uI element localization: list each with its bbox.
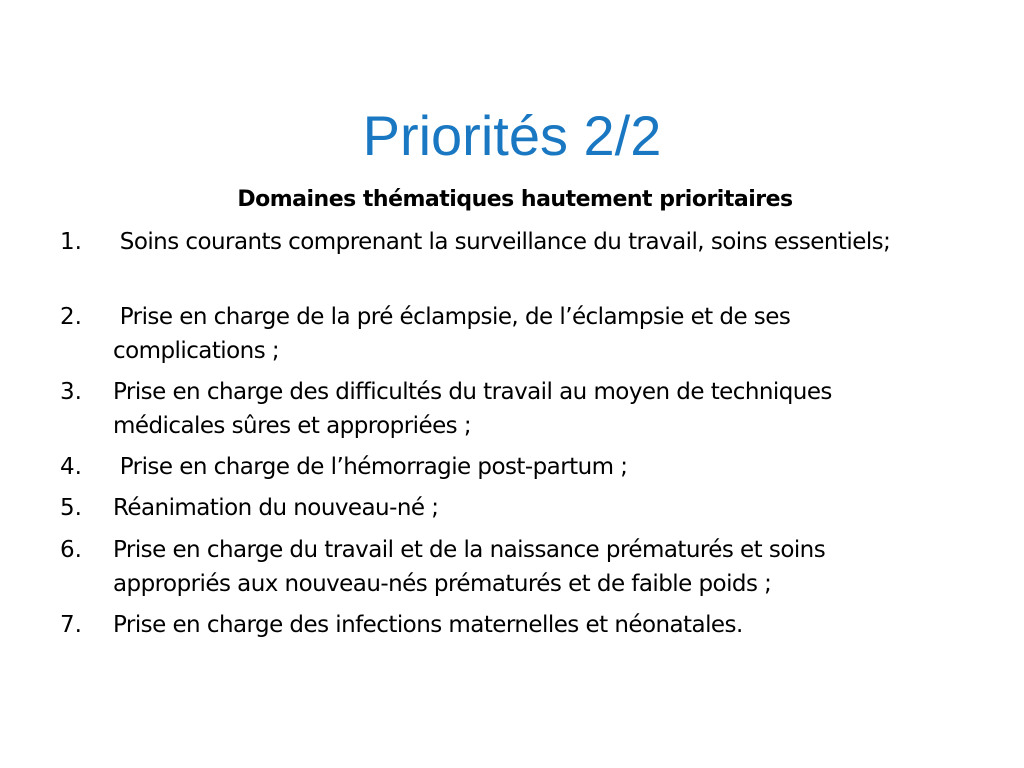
item-number: 7. (60, 612, 82, 638)
item-number: 5. (60, 495, 82, 521)
item-text: Soins courants comprenant la surveillance du travail, soins essentiels; (113, 229, 891, 255)
subheading: Domaines thématiques hautement prioritaires (237, 187, 793, 212)
item-text: Prise en charge de la pré éclampsie, de l’éclampsie et de ses complications ; (113, 304, 798, 364)
item-number: 2. (60, 304, 82, 330)
item-number: 1. (60, 229, 82, 255)
item-text: Prise en charge des infections maternelles et néonatales. (113, 612, 743, 638)
item-number: 4. (60, 454, 82, 480)
item-number: 6. (60, 537, 82, 563)
item-text: Prise en charge du travail et de la naissance prématurés et soins appropriés aux nouveau-nés prématurés et de faible poids ; (113, 537, 832, 597)
item-text: Réanimation du nouveau-né ; (113, 495, 439, 521)
item-text: Prise en charge des difficultés du travail au moyen de techniques médicales sûres et appropriées ; (113, 379, 839, 439)
item-text: Prise en charge de l’hémorragie post-partum ; (113, 454, 628, 480)
slide-title: Priorités 2/2 (362, 103, 662, 167)
item-number: 3. (60, 379, 82, 405)
